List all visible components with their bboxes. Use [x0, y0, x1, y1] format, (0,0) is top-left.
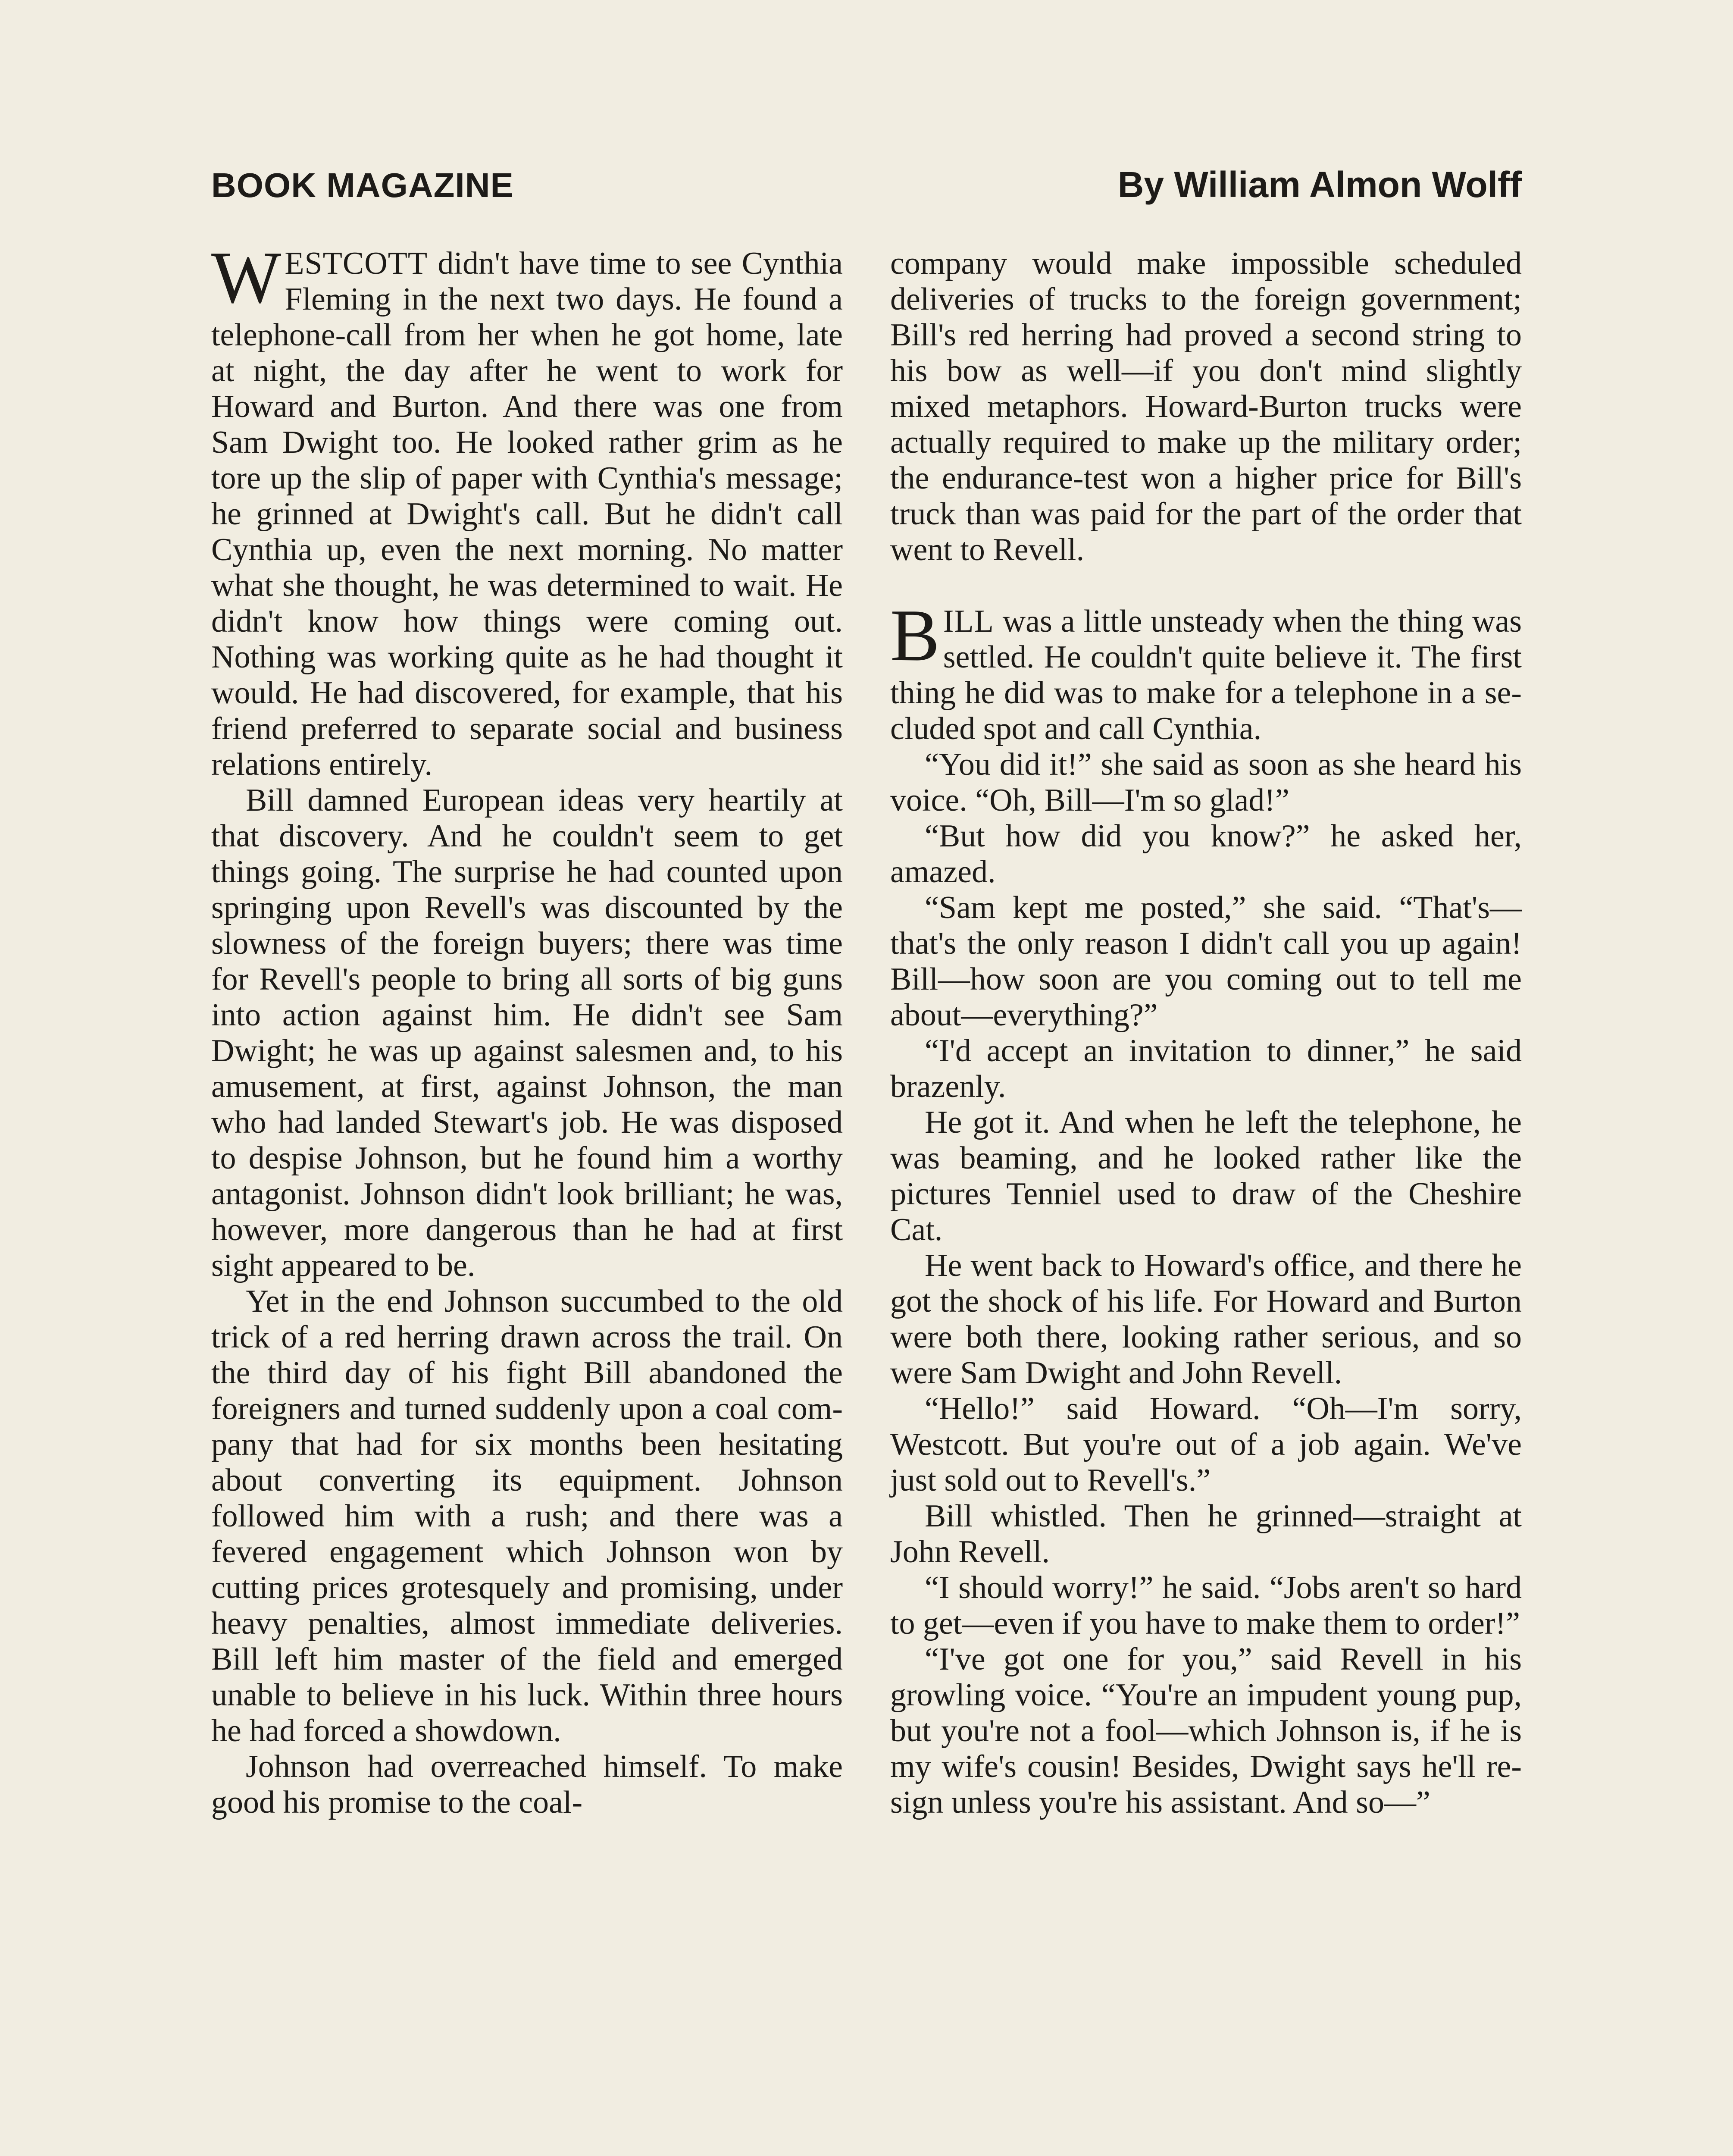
paragraph: He got it. And when he left the telephone, he was beaming, and he looked rather like the pictures Tenniel used to draw of the Cheshire Cat.	[890, 1105, 1522, 1247]
story-body	[211, 237, 1522, 2156]
paragraph: Bill damned European ideas very heartily at that discovery. And he couldn't seem to get things going. The surprise he had counted upon springing upon Revell's was discounted by the slowness of the foreign buyers; there was time for Revell's people to bring all sorts of big guns into action against him. He didn't see Sam Dwight; he was up against salesmen and, to his amusement, at first, against Johnson, the man who had landed Stewart's job. He was disposed to despise Johnson, but he found him a worthy antagonist. Johnson didn't look brilliant; he was, however, more dangerous than he had at first sight appeared to be.	[211, 783, 843, 1283]
paragraph: “But how did you know?” he asked her, amazed.	[890, 818, 1522, 890]
drop-cap: W	[211, 237, 282, 319]
paragraph: “You did it!” she said as soon as she heard his voice. “Oh, Bill—I'm so glad!”	[890, 747, 1522, 818]
paragraph: Bill whistled. Then he grinned—straight at John Revell.	[890, 1498, 1522, 1570]
paragraph	[211, 237, 843, 783]
paragraph	[890, 595, 1522, 747]
author-byline: By William Almon Wolff	[1117, 164, 1522, 205]
paragraph: “I should worry!” he said. “Jobs aren't so hard to get—even if you have to make them to order!”	[890, 1570, 1522, 1641]
paragraph: Yet in the end Johnson succumbed to the old trick of a red herring drawn across the trail. On the third day of his fight Bill abandoned the foreigners and turned suddenly upon a coal company that had for six months been hesitating about converting its equipment. Johnson followed him with a rush; and there was a fevered engagement which Johnson won by cutting prices grotesquely and promising, under heavy penalties, almost immediate deliveries. Bill left him master of the field and emerged unable to believe in his luck. Within three hours he had forced a showdown.	[211, 1284, 843, 1749]
paragraph: “Hello!” said Howard. “Oh—I'm sorry, Westcott. But you're out of a job again. We've just sold out to Revell's.”	[890, 1391, 1522, 1498]
magazine-title: BOOK MAGAZINE	[211, 166, 514, 204]
opening-word: ILL	[943, 604, 994, 639]
paragraph-text: didn't have time to see Cynthia Fleming in the next two days. He found a telephone-call from her when he got home, late at night, the day after he went to work for Howard and Burton. And there was one from Sam Dwight too. He looked rather grim as he tore up the slip of paper with Cynthia's message; he grinned at Dwight's call. But he didn't call Cynthia up, even the next morning. No matter what she thought, he was determined to wait. He didn't know how things were coming out. Nothing was working quite as he had thought it would. He had discovered, for example, that his friend preferred to separate social and business relations entirely.	[211, 246, 843, 782]
paragraph: “I'd accept an invitation to dinner,” he said brazenly.	[890, 1033, 1522, 1104]
left-column	[211, 237, 843, 2156]
running-head	[211, 164, 1522, 211]
right-column	[890, 246, 1522, 2156]
paragraph: Johnson had overreached himself. To make good his promise to the coal-	[211, 1749, 843, 1820]
paragraph: “I've got one for you,” said Revell in his growling voice. “You're an impudent young pup, but you're not a fool—which Johnson is, if he is my wife's cousin! Besides, Dwight says he'll resign unless you're his assistant. And so—”	[890, 1642, 1522, 1820]
paragraph: “Sam kept me posted,” she said. “That's—that's the only reason I didn't call you up again! Bill—how soon are you coming out to tell me about—everything?”	[890, 890, 1522, 1033]
paragraph: He went back to Howard's office, and there he got the shock of his life. For Howard and Burton were both there, looking rather serious, and so were Sam Dwight and John Revell.	[890, 1248, 1522, 1391]
paragraph-text: was a little unsteady when the thing was settled. He couldn't quite believe it. The first thing he did was to make for a telephone in a secluded spot and call Cynthia.	[890, 604, 1522, 746]
paragraph: company would make impossible scheduled deliveries of trucks to the foreign government; Bill's red herring had proved a second string to his bow as well—if you don't mind slightly mixed metaphors. Howard-Burton trucks were actually required to make up the military order; the endurance-test won a higher price for Bill's truck than was paid for the part of the order that went to Revell.	[890, 246, 1522, 567]
drop-cap: B	[890, 595, 940, 677]
opening-word: ESTCOTT	[285, 246, 428, 281]
